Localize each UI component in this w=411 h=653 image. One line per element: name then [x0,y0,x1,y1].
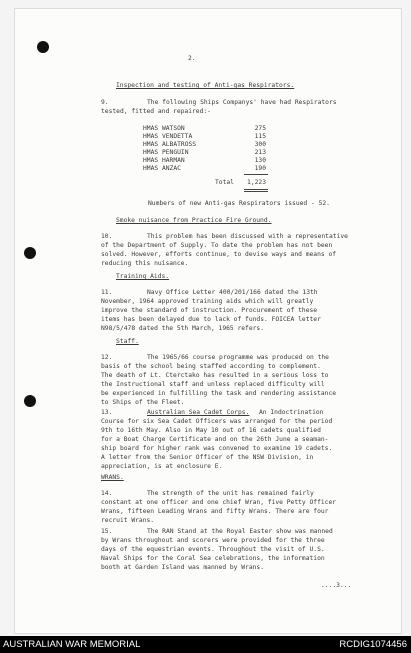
paragraph-line: days of the equestrian events. Throughout the visit of U.S. [101,546,325,553]
punch-hole [24,395,36,407]
paragraph-line: recruit Wrans. [101,517,155,524]
paragraph-line: The RAN Stand at the Royal Easter show was manned [147,528,333,535]
paragraph-line: appreciation, is at enclosure E. [101,463,223,470]
paragraph-line: This problem has been discussed with a representative [147,233,348,240]
ship-name: HMAS PENGUIN [143,149,189,156]
paragraph-line: tested, fitted and repaired:- [101,108,211,115]
ship-name: HMAS ALBATROSS [143,141,197,148]
section-heading-smoke: Smoke nuisance from Practice Fire Ground. [116,217,272,224]
paragraph-line: The following Ships Companys' have had Respirators [147,99,337,106]
punch-hole [24,247,36,259]
footer-institution: AUSTRALIAN WAR MEMORIAL [3,639,141,650]
section-heading-sea-cadets: Australian Sea Cadet Corps. [147,409,250,416]
page-number: 2. [188,55,196,62]
paragraph-line: November, 1964 approved training aids which will greatly [101,298,314,305]
section-heading-staff: Staff. [116,338,139,345]
paragraph-line: for a Boat Charge Certificate and on the 26th June a seaman- [101,436,329,443]
paragraph-number: 14. [101,490,113,497]
paragraph-number: 11. [101,289,113,296]
paragraph-line: The 1965/66 course programme was produced on the [147,354,329,361]
paragraph-line: 9th to 16th May. Also in May 10 out of 16 cadets qualified [101,427,321,434]
paragraph-line: of the Department of Supply. To date the problem has not been [101,242,333,249]
paragraph-line: items has been delayed due to lack of funds. FOICEA letter [101,316,321,323]
ship-name: HMAS HARMAN [143,157,185,164]
ship-count: 213 [254,149,266,156]
section-heading-respirators: Inspection and testing of Anti-gas Respirators. [116,82,295,89]
continuation-marker: ....3... [321,582,352,589]
paragraph-line: A letter from the Senior Officer of the NSW Division, in [101,454,314,461]
paragraph-line: Navy Office Letter 400/201/166 dated the 13th [147,289,318,296]
paragraph-line: constant at one officer and one chief Wran, five Petty Officer [101,499,337,506]
sum-rule [244,174,268,175]
paragraph-line: basis of the school being staffed according to complement. [101,363,321,370]
paragraph-line: Wrans, fifteen Leading Wrans and fifty Wrans. There are four [101,508,329,515]
ship-count: 130 [254,157,266,164]
paragraph-line: improve the standard of instruction. Procurement of these [101,307,318,314]
paragraph-line: N98/5/478 dated the 5th March, 1965 refers. [101,325,265,332]
archive-footer [0,636,411,653]
paragraph-line: The death of Lt. Cterctako has resulted in a serious loss to [101,372,329,379]
paragraph-line: Course for six Sea Cadet Officers was arranged for the period [101,418,333,425]
punch-hole [37,41,49,53]
ship-count: 190 [254,165,266,172]
double-rule [244,189,268,190]
ship-name: HMAS WATSON [143,125,185,132]
double-rule [244,191,268,192]
paragraph-line: ship board for higher rank was convened to examine 19 cadets. [101,445,333,452]
paragraph-number: 9. [101,99,109,106]
ship-name: HMAS ANZAC [143,165,181,172]
paragraph-line: Naval Ships for the Coral Sea celebrations, the information [101,555,325,562]
respirators-issued-note: Numbers of new Anti-gas Respirators issued - 52. [148,200,330,207]
paragraph-line: by Wrans throughout and scorers were provided for the three [101,537,325,544]
paragraph-number: 15. [101,528,113,535]
section-heading-training: Training Aids. [116,273,170,280]
paragraph-number: 10. [101,233,113,240]
paragraph-line: solved. However, efforts continue, to devise ways and means of [101,251,337,258]
ship-name: HMAS VENDETTA [143,133,193,140]
paragraph-line: An Indoctrination [259,409,324,416]
paragraph-line: booth at Garden Island was manned by Wrans. [101,564,265,571]
footer-record-id: RCDIG1074456 [339,639,407,650]
ship-count: 115 [254,133,266,140]
paragraph-line: The strength of the unit has remained fairly [147,490,314,497]
paragraph-number: 12. [101,354,113,361]
paragraph-line: the Instructional staff and unless replaced difficulty will [101,381,325,388]
paragraph-line: to Ships of the Fleet. [101,399,185,406]
section-heading-wrans: WRANS. [101,474,124,481]
ship-count: 300 [254,141,266,148]
total-value: 1,223 [247,179,266,186]
ship-count: 275 [254,125,266,132]
paragraph-number: 13. [101,409,113,416]
paragraph-line: reducing this nuisance. [101,260,189,267]
paragraph-line: be experienced in fulfilling the task and rendering assistance [101,390,337,397]
total-label: Total [215,179,234,186]
